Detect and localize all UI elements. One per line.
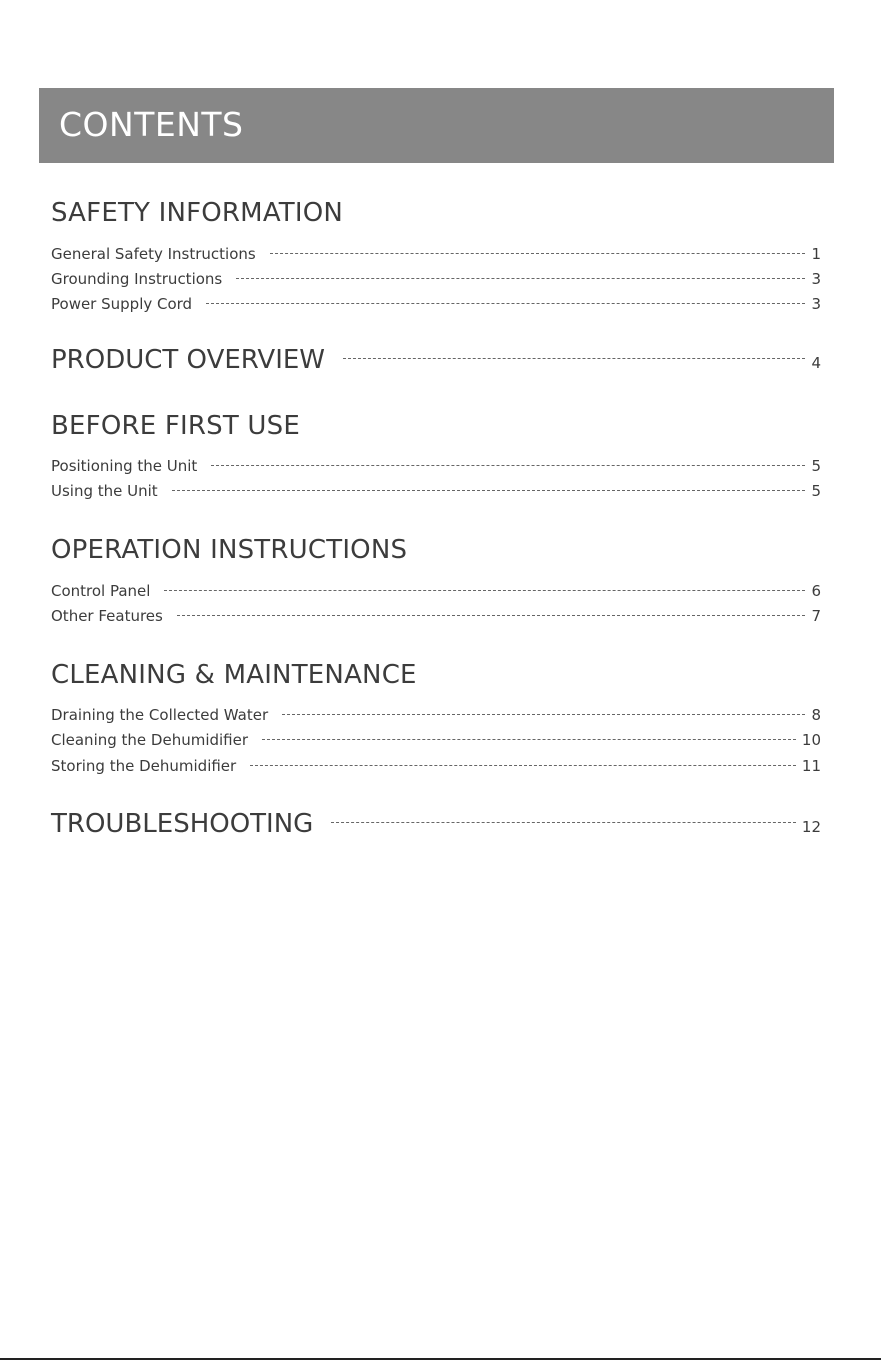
toc-entry-product-overview[interactable] bbox=[51, 345, 821, 375]
toc-entry[interactable] bbox=[51, 731, 821, 749]
toc-entry-label: Using the Unit bbox=[51, 482, 158, 500]
dotted-leader bbox=[250, 765, 796, 766]
toc-entry-troubleshooting[interactable] bbox=[51, 809, 821, 839]
toc-entry-page: 10 bbox=[801, 731, 821, 749]
toc-entry-label: Other Features bbox=[51, 607, 163, 625]
section-heading-overview: PRODUCT OVERVIEW bbox=[51, 345, 326, 375]
toc-entry-label: Storing the Dehumidifier bbox=[51, 757, 237, 775]
toc-entry[interactable] bbox=[51, 270, 821, 288]
section-heading-troubleshooting: TROUBLESHOOTING bbox=[51, 809, 314, 839]
section-heading-safety: SAFETY INFORMATION bbox=[51, 198, 344, 228]
dotted-leader bbox=[177, 615, 805, 616]
toc-entry-page: 5 bbox=[811, 482, 821, 500]
dotted-leader bbox=[343, 358, 805, 359]
toc-entry-label: Control Panel bbox=[51, 582, 151, 600]
section-heading-operation: OPERATION INSTRUCTIONS bbox=[51, 535, 408, 565]
toc-entry-page: 8 bbox=[811, 706, 821, 724]
toc-entry[interactable] bbox=[51, 295, 821, 313]
toc-entry[interactable] bbox=[51, 482, 821, 500]
toc-entry-label: Draining the Collected Water bbox=[51, 706, 269, 724]
page-bottom-rule bbox=[0, 1358, 881, 1360]
dotted-leader bbox=[206, 303, 805, 304]
toc-entry-page: 11 bbox=[801, 757, 821, 775]
toc-entry[interactable] bbox=[51, 607, 821, 625]
contents-banner bbox=[39, 88, 834, 163]
toc-entry-page: 3 bbox=[811, 270, 821, 288]
section-heading-before-first-use: BEFORE FIRST USE bbox=[51, 411, 300, 441]
page-title: CONTENTS bbox=[59, 105, 244, 144]
toc-entry-page: 3 bbox=[811, 295, 821, 313]
toc-entry-page: 1 bbox=[811, 245, 821, 263]
dotted-leader bbox=[262, 739, 796, 740]
dotted-leader bbox=[236, 278, 805, 279]
toc-entry-label: Cleaning the Dehumidifier bbox=[51, 731, 249, 749]
toc-entry-page: 5 bbox=[811, 457, 821, 475]
dotted-leader bbox=[270, 253, 805, 254]
dotted-leader bbox=[164, 590, 805, 591]
toc-entry[interactable] bbox=[51, 245, 821, 263]
toc-entry[interactable] bbox=[51, 582, 821, 600]
toc-entry-label: Power Supply Cord bbox=[51, 295, 193, 313]
toc-entry-label: Positioning the Unit bbox=[51, 457, 198, 475]
section-heading-cleaning: CLEANING & MAINTENANCE bbox=[51, 660, 417, 690]
dotted-leader bbox=[331, 822, 796, 823]
toc-entry-page: 4 bbox=[811, 354, 821, 372]
dotted-leader bbox=[172, 490, 805, 491]
toc-entry[interactable] bbox=[51, 457, 821, 475]
toc-entry-page: 6 bbox=[811, 582, 821, 600]
toc-entry-label: General Safety Instructions bbox=[51, 245, 256, 263]
dotted-leader bbox=[211, 465, 805, 466]
dotted-leader bbox=[282, 714, 805, 715]
toc-entry[interactable] bbox=[51, 706, 821, 724]
toc-entry-page: 7 bbox=[811, 607, 821, 625]
toc-entry-label: Grounding Instructions bbox=[51, 270, 223, 288]
toc-entry-page: 12 bbox=[801, 818, 821, 836]
toc-entry[interactable] bbox=[51, 757, 821, 775]
